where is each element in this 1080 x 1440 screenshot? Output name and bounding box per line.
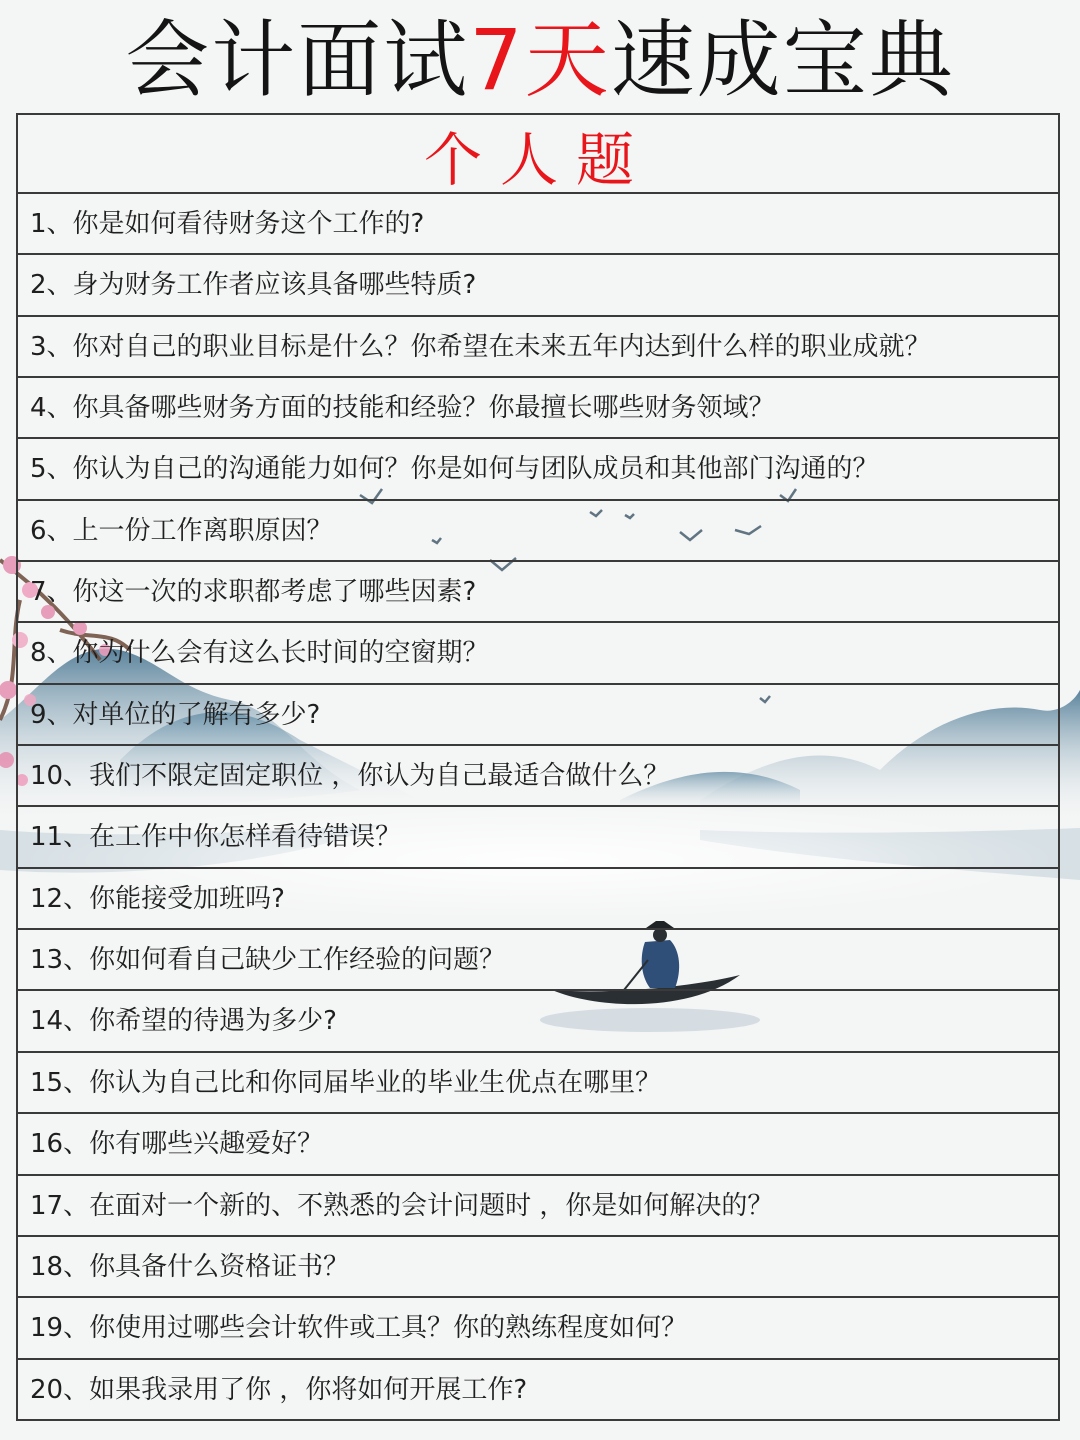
question-text: 你有哪些兴趣爱好？ bbox=[89, 1129, 324, 1160]
question-text: 你希望的待遇为多少? bbox=[89, 1006, 337, 1037]
question-number: 19、 bbox=[30, 1313, 90, 1344]
question-number: 20、 bbox=[30, 1374, 90, 1405]
question-text: 在面对一个新的、不熟悉的会计问题时 ，你是如何解决的？ bbox=[89, 1190, 774, 1221]
page-title bbox=[0, 12, 1080, 108]
question-number: 18、 bbox=[30, 1251, 90, 1282]
question-number: 13、 bbox=[30, 945, 90, 976]
question-number: 12、 bbox=[30, 883, 90, 914]
question-number: 14、 bbox=[30, 1006, 90, 1037]
section-header: 个人题 bbox=[18, 115, 1058, 194]
question-number: 9、 bbox=[30, 699, 73, 730]
table-row bbox=[18, 1298, 1058, 1359]
question-text: 对单位的了解有多少? bbox=[72, 699, 321, 730]
question-table bbox=[16, 113, 1060, 1421]
question-number: 1、 bbox=[30, 209, 73, 239]
table-row bbox=[18, 623, 1058, 684]
table-row bbox=[18, 1176, 1058, 1237]
question-number: 5、 bbox=[30, 454, 73, 485]
question-number: 16、 bbox=[30, 1129, 90, 1160]
table-row bbox=[18, 501, 1058, 562]
table-row bbox=[18, 439, 1058, 500]
question-text: 上一份工作离职原因？ bbox=[72, 515, 333, 546]
question-text: 你这一次的求职都考虑了哪些因素? bbox=[72, 577, 477, 608]
question-number: 11、 bbox=[30, 822, 90, 853]
question-text: 你为什么会有这么长时间的空窗期？ bbox=[72, 638, 489, 669]
table-row bbox=[18, 562, 1058, 623]
question-number: 7、 bbox=[30, 577, 73, 608]
question-number: 15、 bbox=[30, 1067, 90, 1098]
table-row bbox=[18, 1237, 1058, 1298]
table-row bbox=[18, 194, 1058, 255]
table-row bbox=[18, 930, 1058, 991]
question-text: 身为财务工作者应该具备哪些特质? bbox=[72, 270, 477, 301]
table-row bbox=[18, 1360, 1058, 1421]
table-row bbox=[18, 255, 1058, 316]
question-number: 2、 bbox=[30, 270, 73, 301]
question-text: 你认为自己比和你同届毕业的毕业生优点在哪里？ bbox=[89, 1067, 662, 1098]
question-number: 8、 bbox=[30, 638, 73, 669]
question-text: 如果我录用了你 ，你将如何开展工作? bbox=[89, 1374, 528, 1405]
table-row bbox=[18, 746, 1058, 807]
question-text: 你能接受加班吗? bbox=[89, 883, 285, 914]
table-row bbox=[18, 685, 1058, 746]
question-text: 你具备哪些财务方面的技能和经验？你最擅长哪些财务领域？ bbox=[72, 393, 775, 424]
question-text: 你具备什么资格证书？ bbox=[89, 1251, 350, 1282]
table-row bbox=[18, 991, 1058, 1052]
table-row bbox=[18, 1114, 1058, 1175]
question-text: 你使用过哪些会计软件或工具？你的熟练程度如何？ bbox=[89, 1313, 688, 1344]
title-suffix: 速成宝典 bbox=[610, 11, 955, 109]
question-text: 在工作中你怎样看待错误？ bbox=[89, 822, 402, 853]
question-number: 6、 bbox=[30, 515, 73, 546]
title-prefix: 会计面试 bbox=[125, 11, 470, 109]
question-number: 10、 bbox=[30, 761, 90, 792]
table-row bbox=[18, 1053, 1058, 1114]
question-text: 你如何看自己缺少工作经验的问题？ bbox=[89, 945, 506, 976]
question-number: 3、 bbox=[30, 331, 73, 362]
question-text: 你对自己的职业目标是什么？你希望在未来五年内达到什么样的职业成就？ bbox=[72, 331, 931, 362]
question-text: 我们不限定固定职位 ，你认为自己最适合做什么？ bbox=[89, 761, 670, 792]
table-row bbox=[18, 869, 1058, 930]
title-accent: 7天 bbox=[469, 11, 611, 109]
table-row bbox=[18, 807, 1058, 868]
question-list bbox=[18, 194, 1058, 1421]
table-row bbox=[18, 317, 1058, 378]
question-text: 你认为自己的沟通能力如何？你是如何与团队成员和其他部门沟通的？ bbox=[72, 454, 879, 485]
table-row bbox=[18, 378, 1058, 439]
question-number: 4、 bbox=[30, 393, 73, 424]
question-number: 17、 bbox=[30, 1190, 90, 1221]
question-text: 你是如何看待财务这个工作的? bbox=[72, 209, 425, 239]
